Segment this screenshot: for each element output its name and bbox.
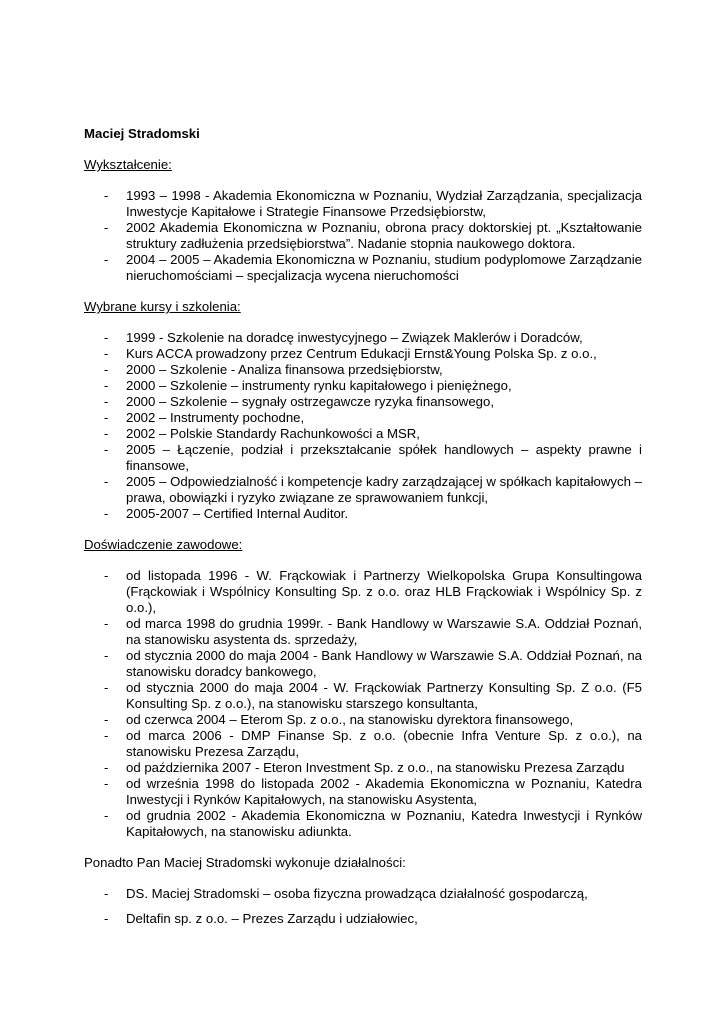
list-item: - 2005 – Odpowiedzialność i kompetencje kadry zarządzającej w spółkach kapitałowych – prawa, obowiązki i ryzyko związane ze sprawowaniem funkcji, (84, 474, 642, 506)
activities-list (84, 886, 642, 927)
list-item: - od stycznia 2000 do maja 2004 - W. Frąckowiak Partnerzy Konsulting Sp. Z o.o. (F5 Konsulting Sp. z o.o.), na stanowisku starszego konsultanta, (84, 680, 642, 712)
list-item: - od marca 2006 - DMP Finanse Sp. z o.o. (obecnie Infra Venture Sp. z o.o.), na stanowisku Prezesa Zarządu, (84, 728, 642, 760)
experience-list (84, 568, 642, 840)
education-list (84, 188, 642, 284)
person-name: Maciej Stradomski (84, 126, 200, 141)
list-item: - 2002 Akademia Ekonomiczna w Poznaniu, obrona pracy doktorskiej pt. „Kształtowanie struktury zadłużenia przedsiębiorstwa”. Nadanie stopnia naukowego doktora. (84, 220, 642, 252)
list-item: - Deltafin sp. z o.o. – Prezes Zarządu i udziałowiec, (84, 911, 642, 927)
list-item: - 2002 – Polskie Standardy Rachunkowości a MSR, (84, 426, 642, 442)
list-item: - DS. Maciej Stradomski – osoba fizyczna prowadząca działalność gospodarczą, (84, 886, 642, 902)
list-item: - 2004 – 2005 – Akademia Ekonomiczna w Poznaniu, studium podyplomowe Zarządzanie nieruchomościami – specjalizacja wycena nieruchomości (84, 252, 642, 284)
activities-intro: Ponadto Pan Maciej Stradomski wykonuje działalności: (84, 855, 406, 870)
list-item: - Kurs ACCA prowadzony przez Centrum Edukacji Ernst&Young Polska Sp. z o.o., (84, 346, 642, 362)
list-item: - 2002 – Instrumenty pochodne, (84, 410, 642, 426)
courses-heading: Wybrane kursy i szkolenia: (84, 299, 241, 314)
experience-heading: Doświadczenie zawodowe: (84, 537, 243, 552)
document-page (84, 126, 642, 942)
list-item: - 2005-2007 – Certified Internal Auditor. (84, 506, 642, 522)
courses-list (84, 330, 642, 522)
list-item: - od listopada 1996 - W. Frąckowiak i Partnerzy Wielkopolska Grupa Konsultingowa (Frąckowiak i Wspólnicy Konsulting Sp. z o.o. oraz HLB Frąckowiak i Wspólnicy Sp. z o.o.), (84, 568, 642, 616)
list-item: - 2000 – Szkolenie – sygnały ostrzegawcze ryzyka finansowego, (84, 394, 642, 410)
list-item: - od czerwca 2004 – Eterom Sp. z o.o., na stanowisku dyrektora finansowego, (84, 712, 642, 728)
education-heading: Wykształcenie: (84, 157, 172, 172)
list-item: - od marca 1998 do grudnia 1999r. - Bank Handlowy w Warszawie S.A. Oddział Poznań, na stanowisku asystenta ds. sprzedaży, (84, 616, 642, 648)
list-item: - 2005 – Łączenie, podział i przekształcanie spółek handlowych – aspekty prawne i finansowe, (84, 442, 642, 474)
list-item: - 2000 – Szkolenie – instrumenty rynku kapitałowego i pieniężnego, (84, 378, 642, 394)
list-item: - od stycznia 2000 do maja 2004 - Bank Handlowy w Warszawie S.A. Oddział Poznań, na stanowisku doradcy bankowego, (84, 648, 642, 680)
list-item: - 1993 – 1998 - Akademia Ekonomiczna w Poznaniu, Wydział Zarządzania, specjalizacja Inwestycje Kapitałowe i Strategie Finansowe Przedsiębiorstw, (84, 188, 642, 220)
list-item: - od grudnia 2002 - Akademia Ekonomiczna w Poznaniu, Katedra Inwestycji i Rynków Kapitałowych, na stanowisku adiunkta. (84, 808, 642, 840)
list-item: - od września 1998 do listopada 2002 - Akademia Ekonomiczna w Poznaniu, Katedra Inwestycji i Rynków Kapitałowych, na stanowisku Asystenta, (84, 776, 642, 808)
list-item: - 2000 – Szkolenie - Analiza finansowa przedsiębiorstw, (84, 362, 642, 378)
list-item: - 1999 - Szkolenie na doradcę inwestycyjnego – Związek Maklerów i Doradców, (84, 330, 642, 346)
list-item: - od października 2007 - Eteron Investment Sp. z o.o., na stanowisku Prezesa Zarządu (84, 760, 642, 776)
